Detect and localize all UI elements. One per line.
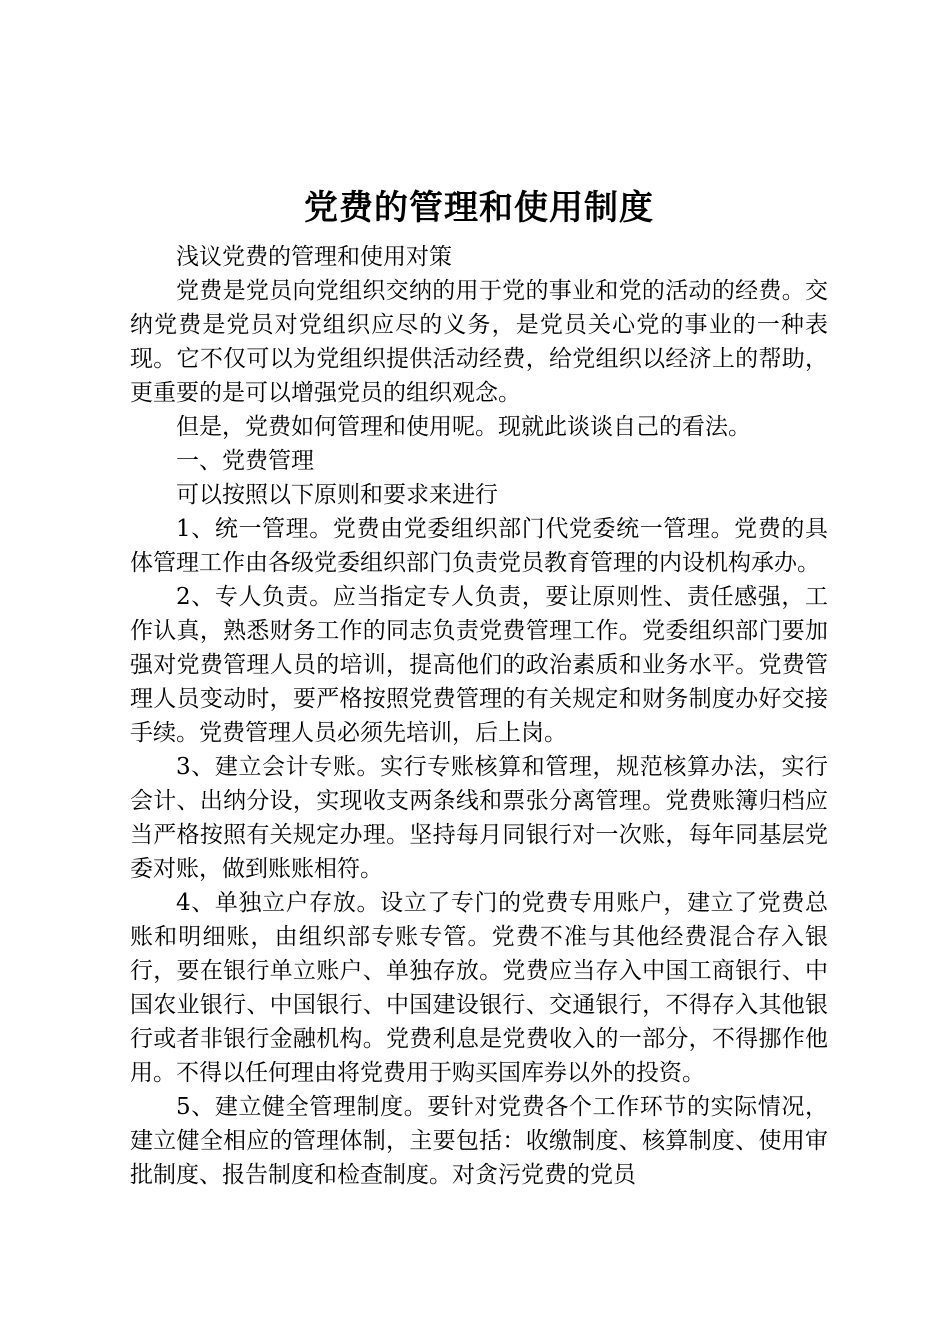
paragraph-item-5: 5、建立健全管理制度。要针对党费各个工作环节的实际情况，建立健全相应的管理体制，主要包括：收缴制度、核算制度、使用审批制度、报告制度和检查制度。对贪污党费的党员 bbox=[130, 1094, 828, 1188]
paragraph-item-4: 4、单独立户存放。设立了专门的党费专用账户，建立了党费总账和明细账，由组织部专账专管。党费不准与其他经费混合存入银行，要在银行单立账户、单独存放。党费应当存入中国工商银行、中国农业银行、中国银行、中国建设银行、交通银行，不得存入其他银行或者非银行金融机构。党费利息是党费收入的一部分，不得挪作他用。不得以任何理由将党费用于购买国库券以外的投资。 bbox=[130, 890, 828, 1086]
paragraph-subtitle: 浅议党费的管理和使用对策 bbox=[176, 244, 452, 270]
paragraph-item-2: 2、专人负责。应当指定专人负责，要让原则性、责任感强，工作认真，熟悉财务工作的同志负责党费管理工作。党委组织部门要加强对党费管理人员的培训，提高他们的政治素质和业务水平。党费管理人员变动时，要严格按照党费管理的有关规定和财务制度办好交接手续。党费管理人员必须先培训，后上岗。 bbox=[130, 584, 828, 746]
section-heading-management: 一、党费管理 bbox=[176, 448, 314, 474]
paragraph-item-1: 1、统一管理。党费由党委组织部门代党委统一管理。党费的具体管理工作由各级党委组织部门负责党员教育管理的内设机构承办。 bbox=[130, 516, 828, 576]
paragraph-principles-lead: 可以按照以下原则和要求来进行 bbox=[176, 482, 498, 508]
paragraph-item-3: 3、建立会计专账。实行专账核算和管理，规范核算办法，实行会计、出纳分设，实现收支两条线和票张分离管理。党费账簿归档应当严格按照有关规定办理。坚持每月同银行对一次账，每年同基层党委对账，做到账账相符。 bbox=[130, 754, 828, 882]
paragraph-question: 但是，党费如何管理和使用呢。现就此谈谈自己的看法。 bbox=[176, 414, 751, 440]
document-page bbox=[130, 184, 828, 1192]
document-title: 党费的管理和使用制度 bbox=[304, 188, 654, 228]
paragraph-intro: 党费是党员向党组织交纳的用于党的事业和党的活动的经费。交纳党费是党员对党组织应尽的义务，是党员关心党的事业的一种表现。它不仅可以为党组织提供活动经费，给党组织以经济上的帮助，更重要的是可以增强党员的组织观念。 bbox=[130, 278, 828, 406]
